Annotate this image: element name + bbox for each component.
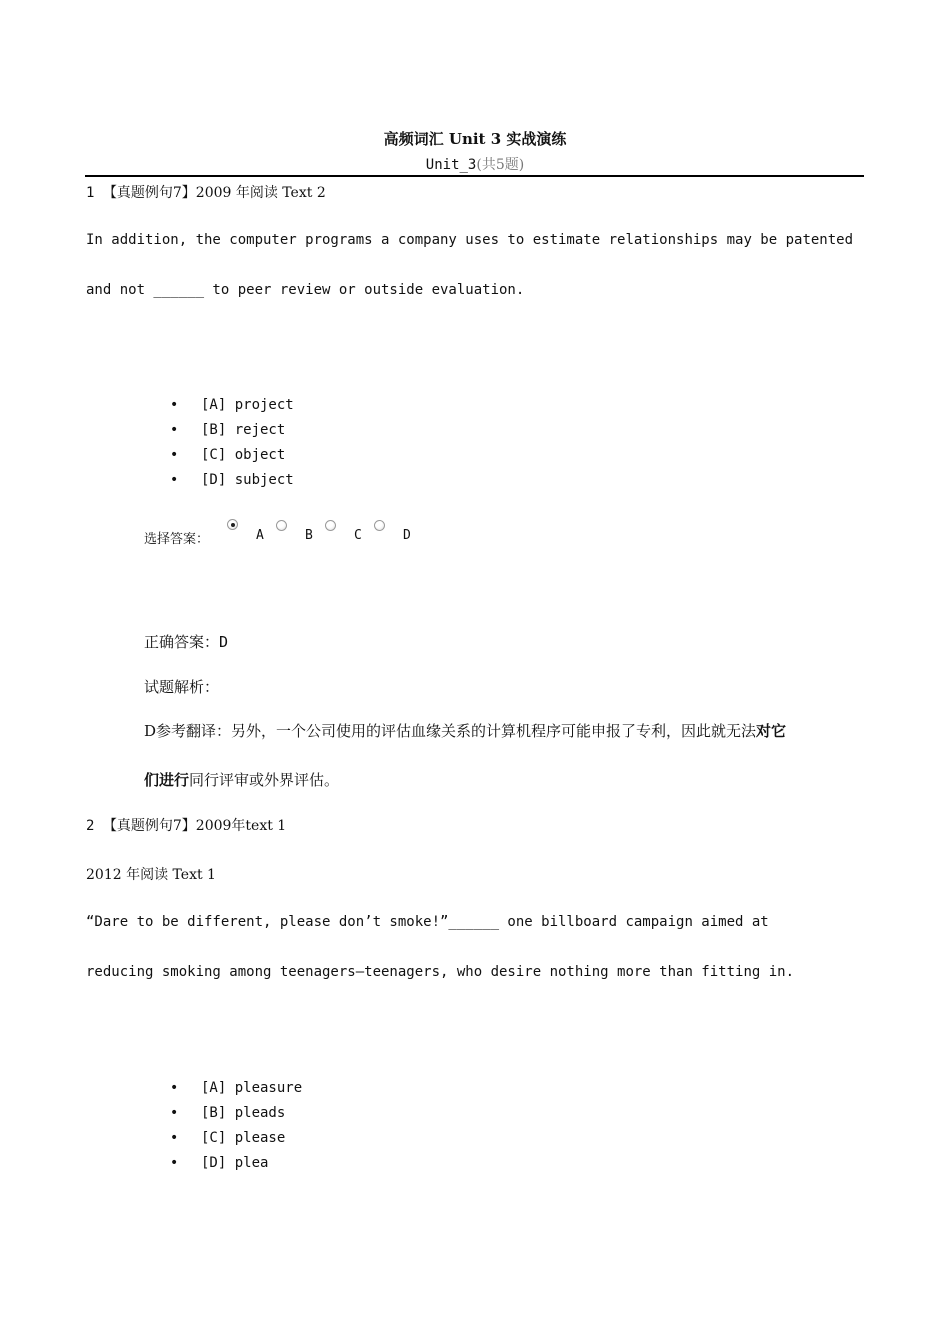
option-a bbox=[170, 393, 294, 418]
bullet-icon bbox=[170, 443, 201, 468]
option-c-text: [C] object bbox=[201, 447, 286, 463]
explanation-bold-2: 们进行 bbox=[144, 771, 190, 789]
bullet-icon bbox=[170, 468, 201, 493]
bullet-icon bbox=[170, 393, 201, 418]
explanation-text-2: 同行评审或外界评估。 bbox=[189, 771, 340, 789]
bullet-icon bbox=[170, 1126, 201, 1151]
option-b-text: [B] reject bbox=[201, 422, 286, 438]
correct-answer-label: 正确答案： bbox=[144, 633, 220, 651]
radio-b[interactable] bbox=[276, 520, 287, 531]
correct-answer bbox=[144, 631, 228, 652]
question-2-header bbox=[86, 815, 286, 835]
title-divider bbox=[85, 175, 864, 177]
question-1-source: 【真题例句7】2009 年阅读 Text 2 bbox=[102, 185, 326, 201]
radio-d[interactable] bbox=[374, 520, 385, 531]
question-1-line-2: and not ______ to peer review or outside evaluation. bbox=[86, 282, 525, 298]
question-1-line-1: In addition, the computer programs a company uses to estimate relationships may be patented bbox=[86, 232, 854, 248]
option-c-text: [C] please bbox=[201, 1130, 286, 1146]
question-1-number: 1 bbox=[86, 185, 95, 201]
explanation-text: D参考翻译：另外，一个公司使用的评估血缘关系的计算机程序可能申报了专利，因此就无法 bbox=[144, 722, 757, 740]
question-2-line-2: reducing smoking among teenagers—teenagers, who desire nothing more than fitting in. bbox=[86, 964, 795, 980]
question-2-source: 【真题例句7】2009年text 1 bbox=[102, 818, 287, 834]
answer-selector bbox=[144, 518, 444, 548]
bullet-icon bbox=[170, 418, 201, 443]
radio-a[interactable] bbox=[227, 519, 238, 530]
answer-label: 选择答案： bbox=[144, 532, 210, 547]
radio-c-label: C bbox=[354, 528, 362, 543]
option-d-text: [D] plea bbox=[201, 1155, 269, 1171]
bullet-icon bbox=[170, 1076, 201, 1101]
question-1-header bbox=[86, 182, 326, 202]
analysis-label: 试题解析： bbox=[144, 678, 220, 696]
option-b bbox=[170, 1101, 302, 1126]
radio-d-label: D bbox=[403, 528, 411, 543]
radio-a-label: A bbox=[256, 528, 264, 543]
option-b-text: [B] pleads bbox=[201, 1105, 286, 1121]
question-2-subsource: 2012 年阅读 Text 1 bbox=[86, 867, 216, 883]
question-2-options bbox=[170, 1076, 302, 1176]
option-b bbox=[170, 418, 294, 443]
question-2-line-1: “Dare to be different, please don’t smoke!”______ one billboard campaign aimed at bbox=[86, 914, 769, 930]
question-count: (共5题) bbox=[476, 157, 525, 173]
radio-b-label: B bbox=[305, 528, 313, 543]
option-a-text: [A] project bbox=[201, 397, 294, 413]
unit-label: Unit_3 bbox=[425, 157, 477, 173]
option-d-text: [D] subject bbox=[201, 472, 294, 488]
correct-answer-value: D bbox=[219, 633, 229, 651]
bullet-icon bbox=[170, 1151, 201, 1176]
option-c bbox=[170, 443, 294, 468]
option-a bbox=[170, 1076, 302, 1101]
option-d bbox=[170, 468, 294, 493]
option-a-text: [A] pleasure bbox=[201, 1080, 303, 1096]
option-d bbox=[170, 1151, 302, 1176]
explanation-bold-1: 对它 bbox=[756, 722, 787, 740]
question-2-number: 2 bbox=[86, 818, 95, 834]
bullet-icon bbox=[170, 1101, 201, 1126]
page-title: 高频词汇 Unit 3 实战演练 bbox=[383, 130, 567, 148]
option-c bbox=[170, 1126, 302, 1151]
question-1-options bbox=[170, 393, 294, 493]
unit-subtitle bbox=[0, 154, 950, 174]
explanation-line-1 bbox=[144, 720, 786, 741]
radio-c[interactable] bbox=[325, 520, 336, 531]
explanation-line-2 bbox=[144, 769, 339, 790]
